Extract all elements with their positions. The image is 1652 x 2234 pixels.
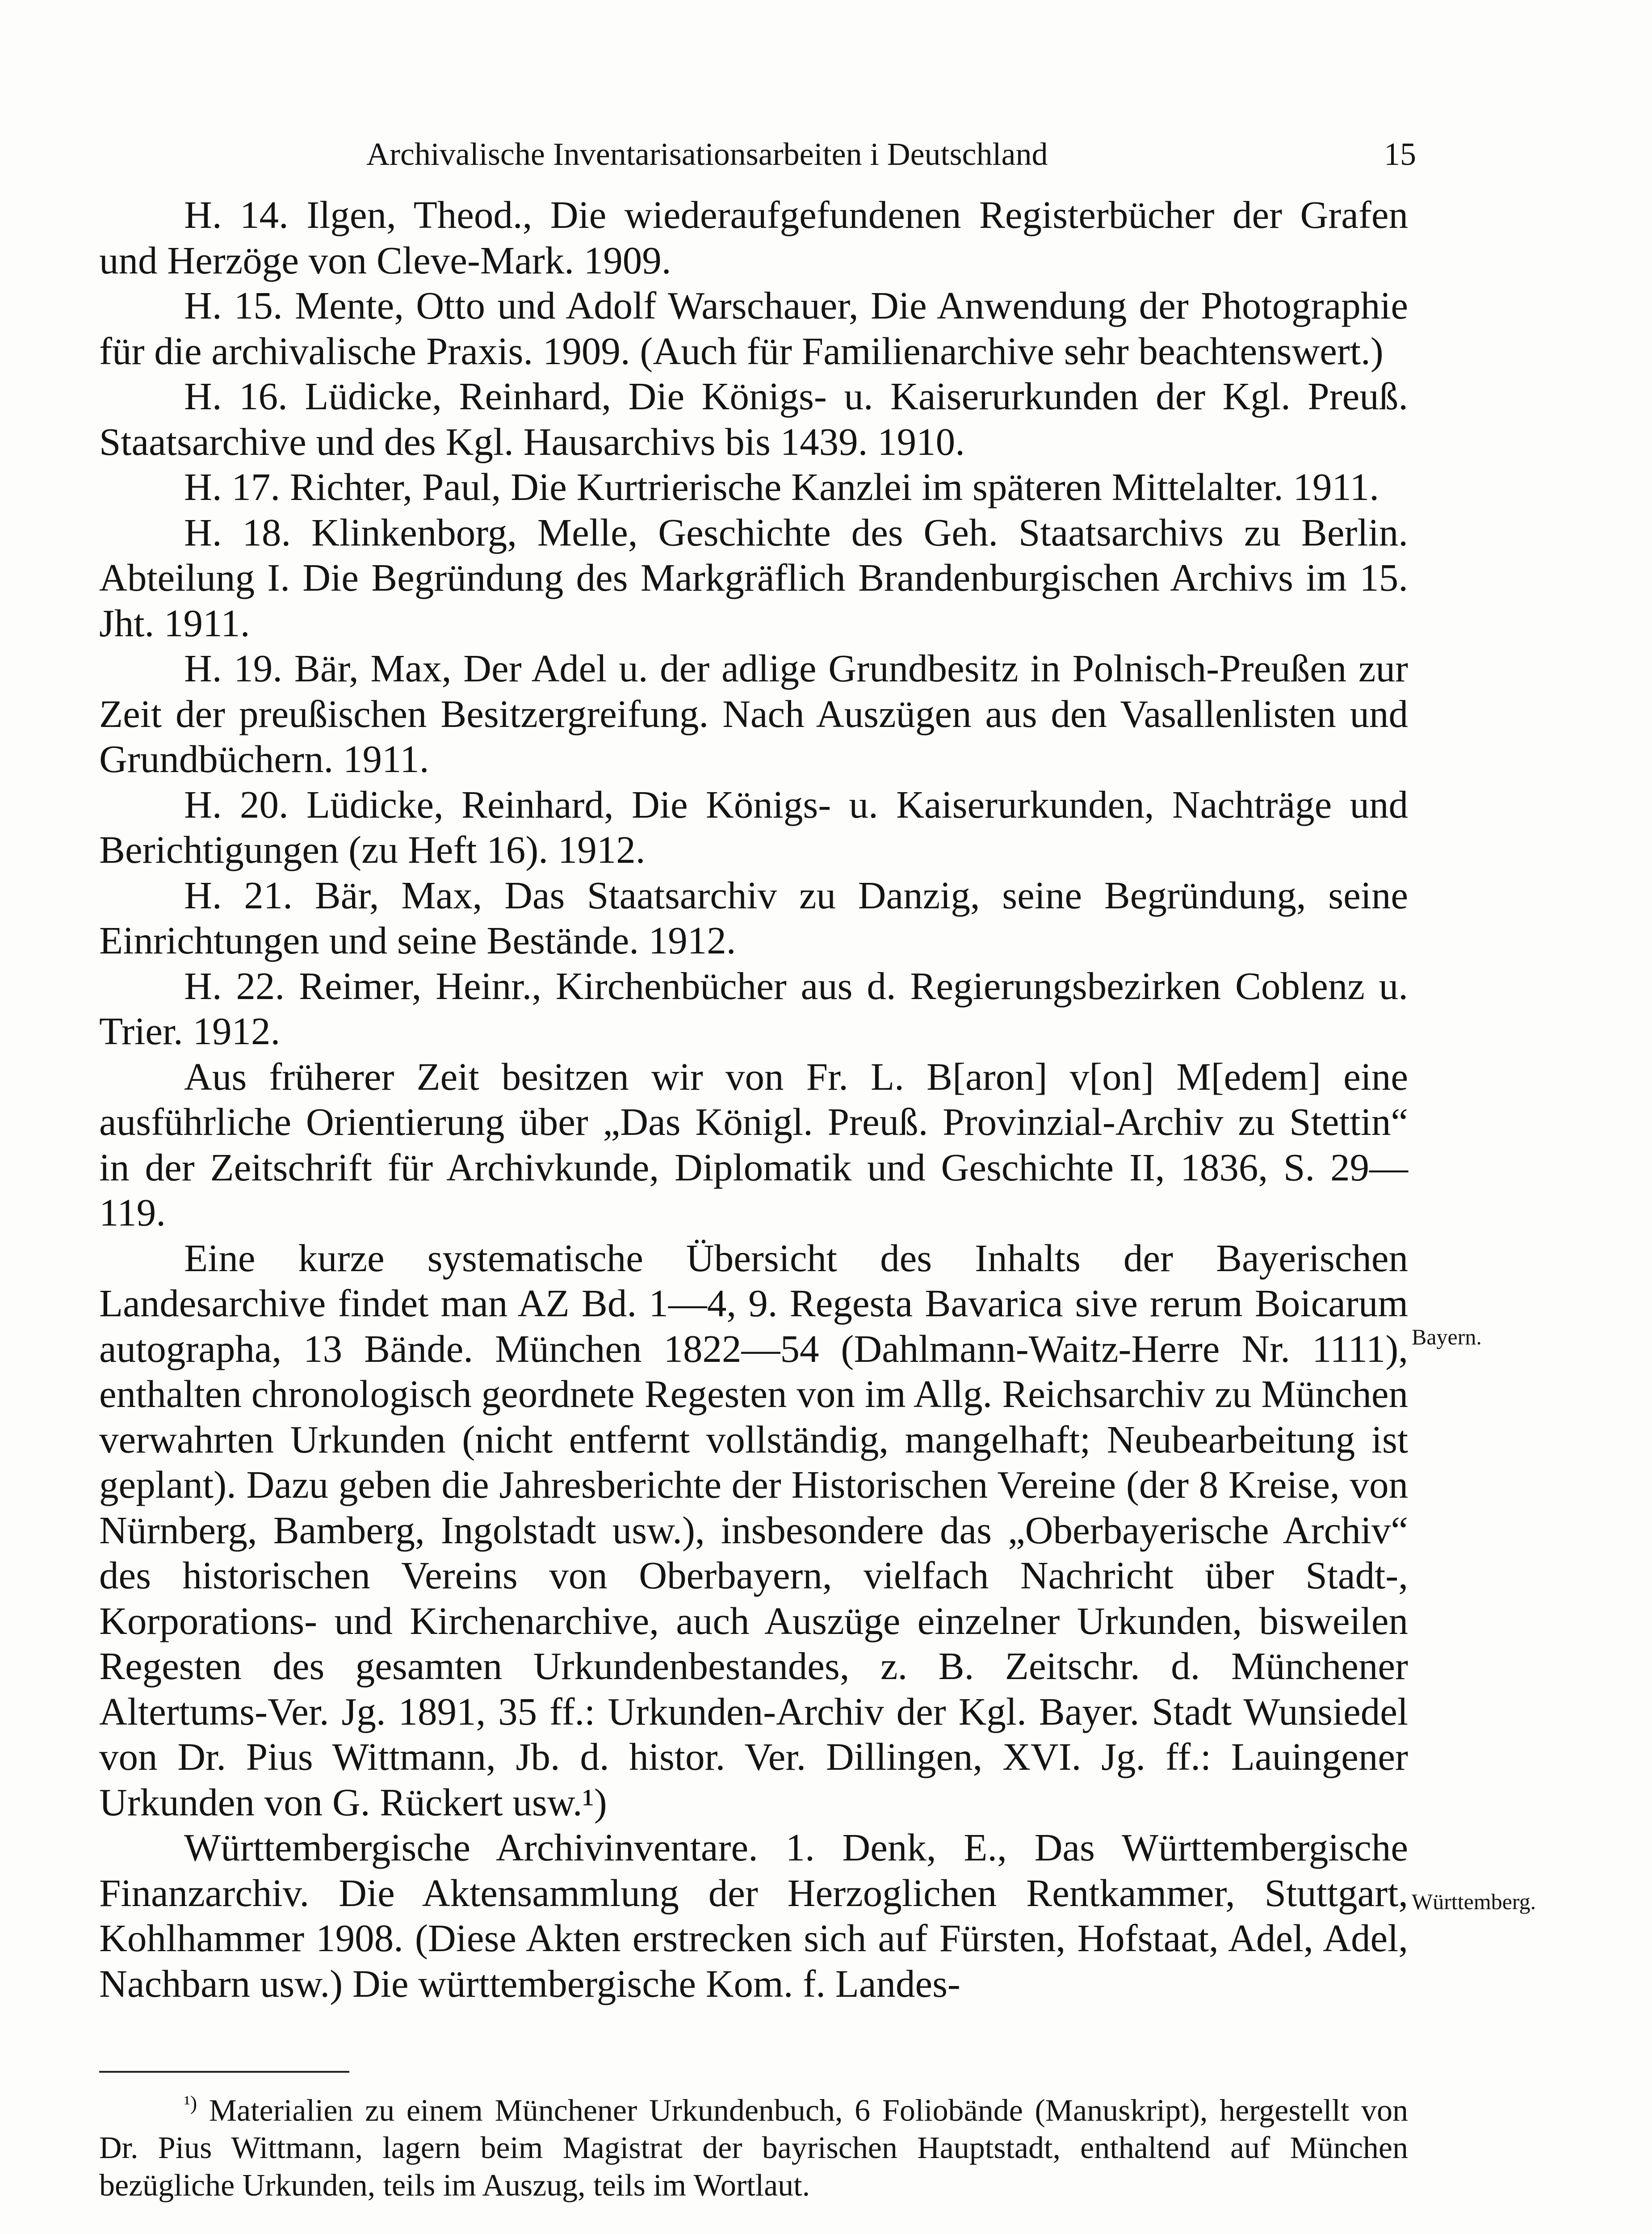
footnote-divider (99, 2071, 349, 2073)
paragraph-h21: H. 21. Bär, Max, Das Staatsarchiv zu Danzig, seine Begründung, seine Einrichtungen und seine Bestände. 1912. (99, 873, 1408, 962)
paragraph-h18: H. 18. Klinkenborg, Melle, Geschichte des Geh. Staatsarchivs zu Berlin. Abteilung I. Die Begründung des Markgräflich Brandenburgischen Archivs im 15. Jht. 1911. (99, 510, 1408, 645)
paragraph-h15: H. 15. Mente, Otto und Adolf Warschauer, Die Anwendung der Photographie für die archivalische Praxis. 1909. (Auch für Familienarchive sehr beachtenswert.) (99, 284, 1408, 373)
running-header (366, 130, 1416, 179)
paragraph-h14: H. 14. Ilgen, Theod., Die wiederaufgefundenen Registerbücher der Grafen und Herzöge von Cleve-Mark. 1909. (99, 193, 1408, 282)
paragraph-h19: H. 19. Bär, Max, Der Adel u. der adlige Grundbesitz in Polnisch-Preußen zur Zeit der preußischen Besitzergreifung. Nach Auszügen aus den Vasallenlisten und Grundbüchern. 1911. (99, 647, 1408, 781)
footnote (99, 2084, 1408, 2205)
paragraph-h17: H. 17. Richter, Paul, Die Kurtrierische Kanzlei im späteren Mittelalter. 1911. (184, 465, 1379, 508)
paragraph-h16: H. 16. Lüdicke, Reinhard, Die Königs- u. Kaiserurkunden der Kgl. Preuß. Staatsarchive und des Kgl. Hausarchivs bis 1439. 1910. (99, 374, 1408, 463)
page-number: 15 (1384, 136, 1416, 172)
paragraph-h20: H. 20. Lüdicke, Reinhard, Die Königs- u. Kaiserurkunden, Nachträge und Berichtigungen (zu Heft 16). 1912. (99, 782, 1408, 871)
footnote-text: Materialien zu einem Münchener Urkundenbuch, 6 Foliobände (Manuskript), hergestellt von Dr. Pius Wittmann, lagern beim Magistrat der bayrischen Hauptstadt, enthaltend auf München bezügliche Urkunden, teils im Auszug, teils im Wortlaut. (99, 2093, 1409, 2203)
main-text (99, 192, 1408, 2006)
running-title: Archivalische Inventarisationsarbeiten i Deutschland (366, 136, 1048, 172)
margin-note-wuerttemberg: Württemberg. (1412, 1889, 1536, 1914)
paragraph-bayern: Eine kurze systematische Übersicht des Inhalts der Bayerischen Landesarchive findet man AZ Bd. 1—4, 9. Regesta Bavarica sive rerum Boicarum autographa, 13 Bände. München 1822—54 (Dahlmann-Waitz-Herre Nr. 1111), enthalten chronologisch geordnete Regesten von im Allg. Reichsarchiv zu München verwahrten Urkunden (nicht entfernt vollständig, mangelhaft; Neubearbeitung ist geplant). Dazu geben die Jahresberichte der Historischen Vereine (der 8 Kreise, von Nürnberg, Bamberg, Ingolstadt usw.), insbesondere das „Oberbayerische Archiv“ des historischen Vereins von Oberbayern, vielfach Nachricht über Stadt-, Korporations- und Kirchenarchive, auch Auszüge einzelner Urkunden, bisweilen Regesten des gesamten Urkundenbestandes, z. B. Zeitschr. d. Münchener Altertums-Ver. Jg. 1891, 35 ff.: Urkunden-Archiv der Kgl. Bayer. Stadt Wunsiedel von Dr. Pius Wittmann, Jb. d. histor. Ver. Dillingen, XVI. Jg. ff.: Lauingener Urkunden von G. Rückert usw.¹) (99, 1236, 1408, 1824)
footnote-paragraph (99, 2084, 1408, 2205)
paragraph-wuerttemberg: Württembergische Archivinventare. 1. Denk, E., Das Württembergische Finanzarchiv. Die Aktensammlung der Herzoglichen Rentkammer, Stuttgart, Kohlhammer 1908. (Diese Akten erstrecken sich auf Fürsten, Hofstaat, Adel, Adel, Nachbarn usw.) Die württembergische Kom. f. Landes- (99, 1826, 1408, 2005)
paragraph-h22: H. 22. Reimer, Heinr., Kirchenbücher aus d. Regierungsbezirken Coblenz u. Trier. 1912. (99, 964, 1408, 1053)
paragraph-stettin: Aus früherer Zeit besitzen wir von Fr. L. B[aron] v[on] M[edem] eine ausführliche Orientierung über „Das Königl. Preuß. Provinzial-Archiv zu Stettin“ in der Zeitschrift für Archivkunde, Diplomatik und Geschichte II, 1836, S. 29—119. (99, 1054, 1408, 1234)
margin-note-bayern: Bayern. (1412, 1324, 1482, 1349)
footnote-marker: ¹) (184, 2091, 197, 2114)
